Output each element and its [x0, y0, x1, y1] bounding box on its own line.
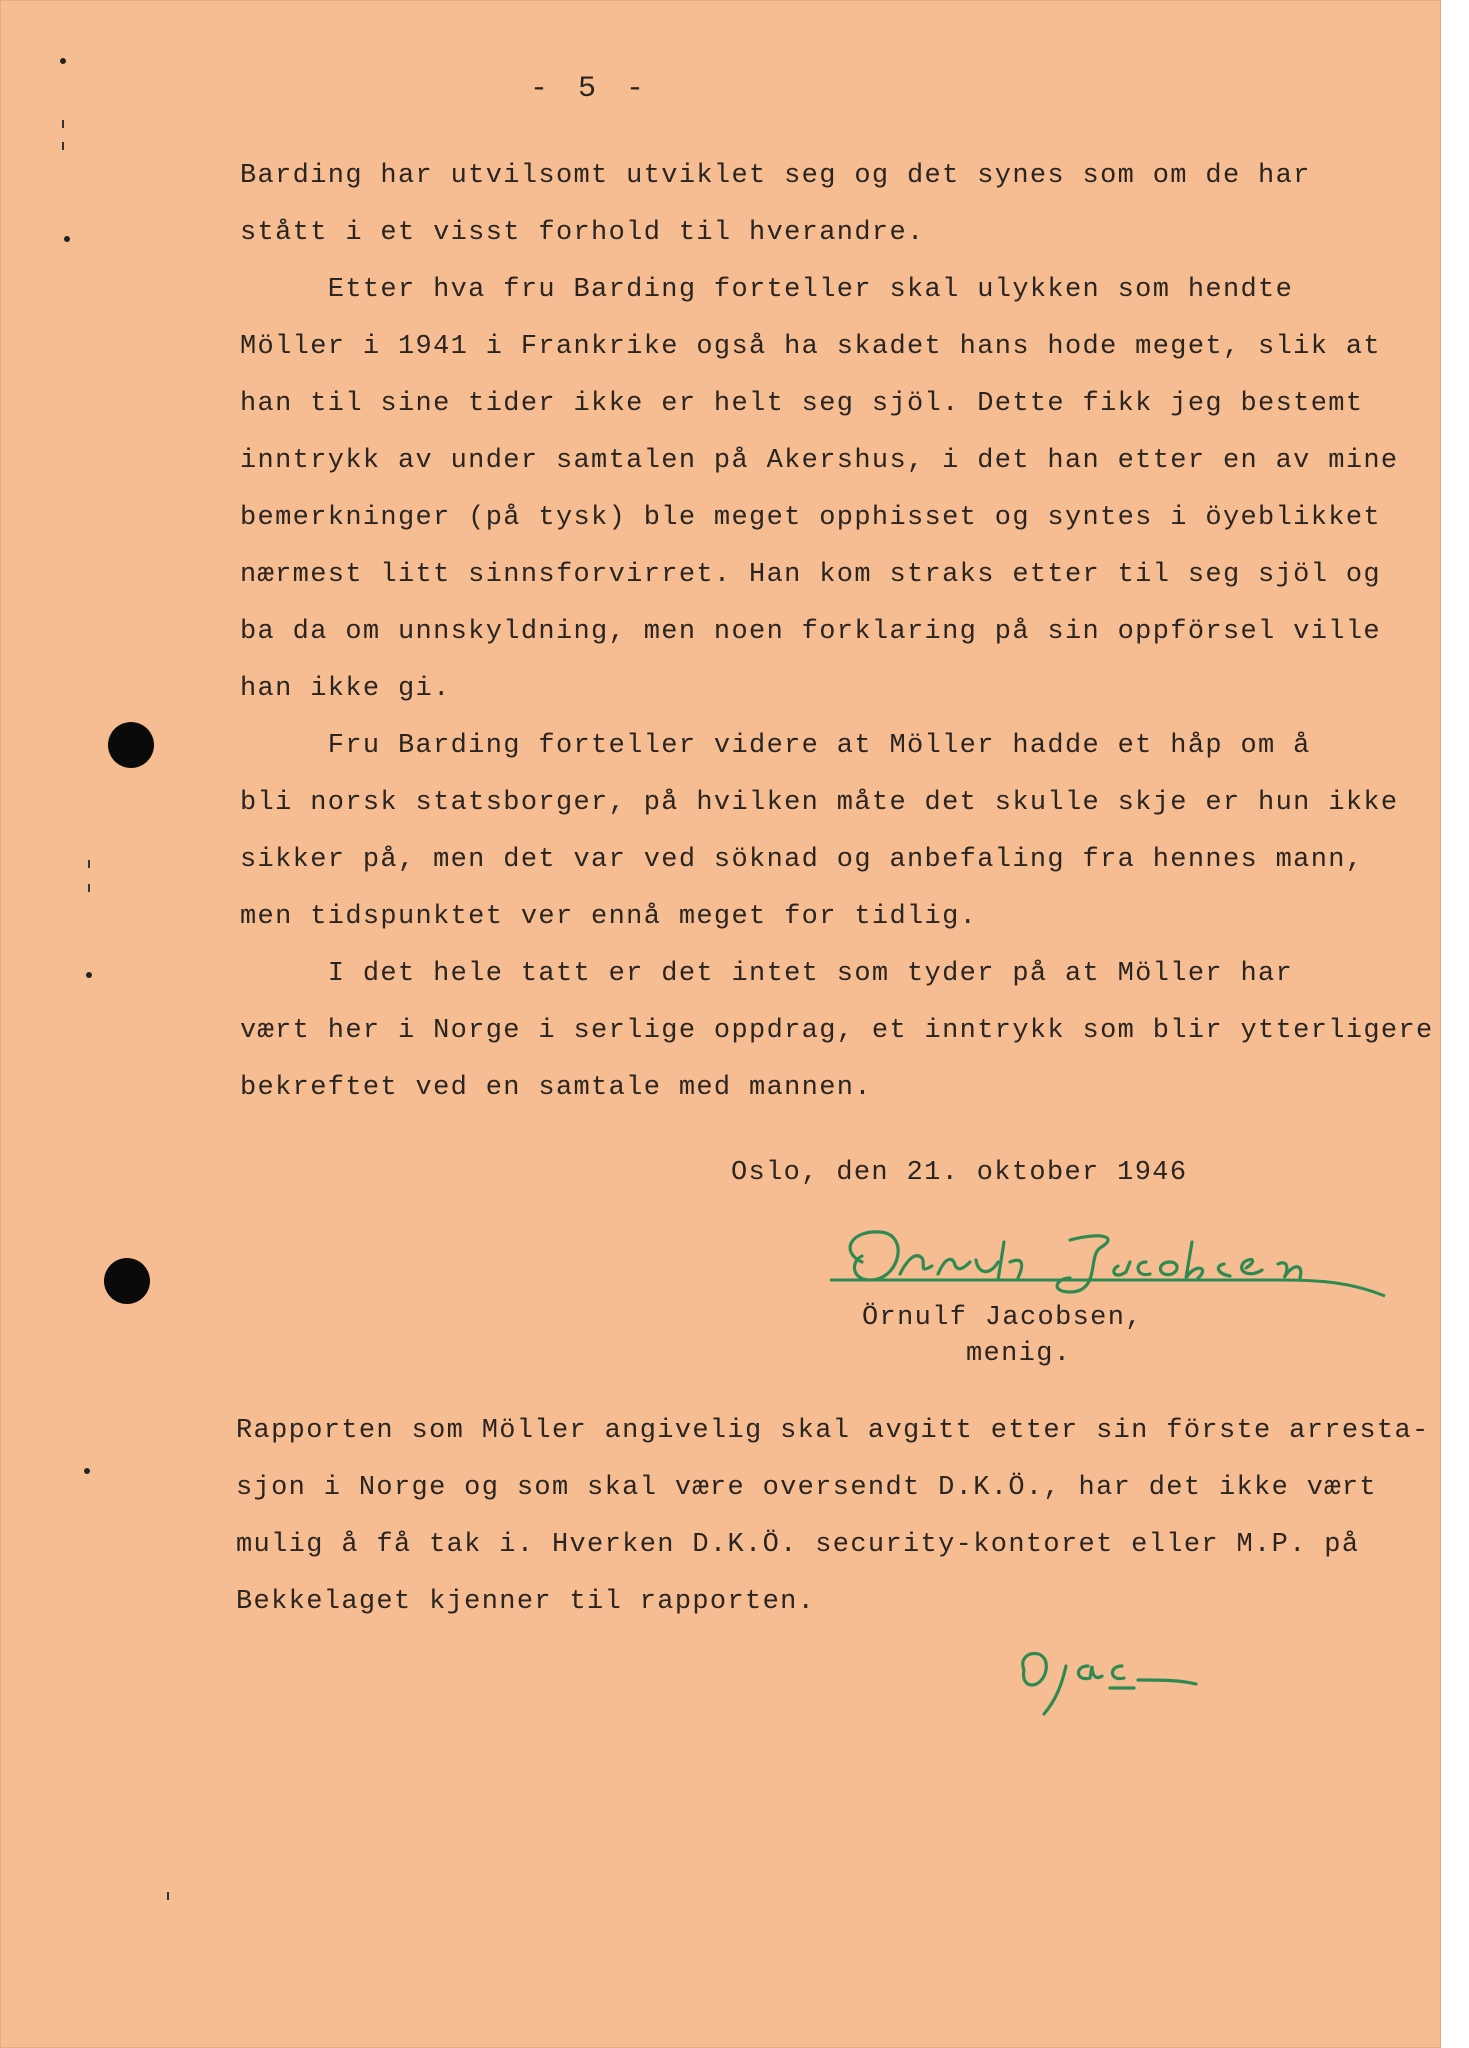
body-line: Fru Barding forteller videre at Möller hadde et håp om å	[240, 731, 1311, 761]
body-line: ba da om unnskyldning, men noen forklaring på sin oppförsel ville	[240, 617, 1381, 647]
postscript-line: Rapporten som Möller angivelig skal avgitt etter sin förste arresta-	[236, 1416, 1430, 1446]
date-line: Oslo, den 21. oktober 1946	[731, 1158, 1188, 1188]
body-line: bli norsk statsborger, på hvilken måte det skulle skje er hun ikke	[240, 788, 1399, 818]
body-line: sikker på, men det var ved söknad og anbefaling fra hennes mann,	[240, 845, 1364, 875]
body-line: men tidspunktet ver ennå meget for tidlig.	[240, 902, 978, 932]
scan-speck	[88, 884, 90, 892]
scan-speck	[62, 120, 64, 128]
punch-hole	[108, 722, 154, 768]
body-line: han til sine tider ikke er helt seg sjöl. Dette fikk jeg bestemt	[240, 389, 1364, 419]
body-line: Möller i 1941 i Frankrike også ha skadet hans hode meget, slik at	[240, 332, 1381, 362]
postscript-line: sjon i Norge og som skal være oversendt D.K.Ö., har det ikke vært	[236, 1473, 1377, 1503]
body-line: han ikke gi.	[240, 674, 451, 704]
body-line: I det hele tatt er det intet som tyder på at Möller har	[240, 959, 1294, 989]
handwritten-initials	[1010, 1640, 1200, 1720]
body-line: bekreftet ved en samtale med mannen.	[240, 1073, 872, 1103]
punch-hole	[104, 1258, 150, 1304]
body-line: Barding har utvilsomt utviklet seg og det synes som om de har	[240, 161, 1311, 191]
scan-speck	[84, 1468, 90, 1474]
body-line: Etter hva fru Barding forteller skal ulykken som hendte	[240, 275, 1294, 305]
scan-speck	[86, 972, 92, 978]
body-line: nærmest litt sinnsforvirret. Han kom straks etter til seg sjöl og	[240, 560, 1381, 590]
scan-speck	[88, 860, 90, 868]
scan-speck	[60, 58, 66, 64]
scan-speck	[167, 1892, 169, 1900]
body-line: vært her i Norge i serlige oppdrag, et inntrykk som blir ytterligere	[240, 1016, 1434, 1046]
scan-speck	[64, 236, 70, 242]
signatory-rank: menig.	[966, 1339, 1072, 1369]
scan-speck	[62, 142, 64, 150]
handwritten-signature	[800, 1222, 1390, 1312]
postscript-line: mulig å få tak i. Hverken D.K.Ö. security-kontoret eller M.P. på	[236, 1530, 1360, 1560]
scan-margin	[1441, 0, 1469, 2048]
page-number: - 5 -	[530, 72, 651, 106]
postscript-line: Bekkelaget kjenner til rapporten.	[236, 1587, 816, 1617]
body-line: inntrykk av under samtalen på Akershus, i det han etter en av mine	[240, 446, 1399, 476]
body-line: stått i et visst forhold til hverandre.	[240, 218, 925, 248]
body-line: bemerkninger (på tysk) ble meget opphisset og syntes i öyeblikket	[240, 503, 1381, 533]
signatory-name: Örnulf Jacobsen,	[862, 1303, 1143, 1333]
